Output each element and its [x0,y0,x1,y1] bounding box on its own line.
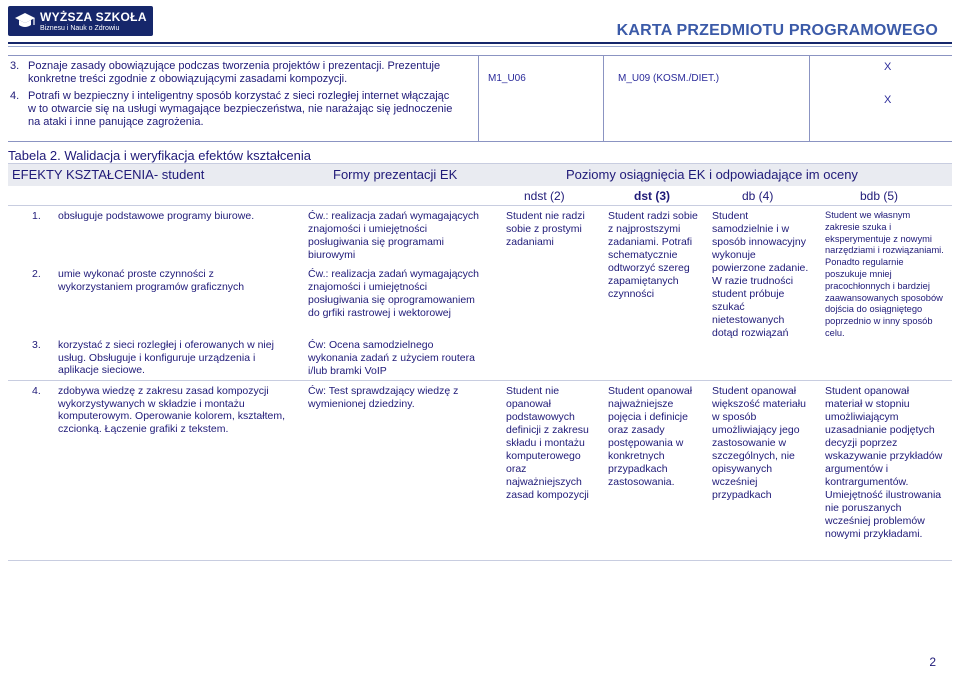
effect-number: 2. [32,268,41,280]
logo-name: WYŻSZA SZKOŁA [40,9,147,24]
grade-dst-b: Student opanował najważniejsze pojęcia i definicje oraz zasady postępowania w konkretnych przypadkach zastosowania. [608,385,693,488]
grade-ndst-b: Student nie opanował podstawowych definicji z zakresu składu i montażu komputerowego oraz najważniejszych zasad kompozycji [506,385,589,501]
effect-text: zdobywa wiedzę z zakresu zasad kompozycji wykorzystywanych w składzie i montażu komputerowym. Operowanie kolorem, kształtem, czcionką. Łączenie grafiki z tekstem. [58,385,285,435]
header-divider [8,42,952,44]
outcome-text: Potrafi w bezpieczny i inteligentny sposób korzystać z sieci rozległej internet włączając w to otwarcie się na usługi wymagające bezpieczeństwa, nie narażając się jednoczenie na ataki i inne panujące zagrożenia. [28,90,453,128]
page-number: 2 [929,655,936,669]
graduation-cap-icon [14,11,36,31]
level-ndst: ndst (2) [524,189,565,203]
effect-text: korzystać z sieci rozległej i oferowanych w niej usług. Obsługuje i konfiguruje urządzenia i aplikacje sieciowe. [58,339,274,376]
effect-row-4 [32,385,290,435]
outcome-mark-cell [810,56,952,141]
row-divider-2 [8,380,952,381]
logo-subtitle: Biznesu i Nauk o Zdrowiu [40,24,120,32]
level-dst: dst (3) [634,189,670,203]
effect-row-1 [32,210,288,223]
outcome-item-4 [10,90,458,129]
grade-ndst-a: Student nie radzi sobie z prostymi zadaniami [506,210,585,248]
effect-number: 1. [32,210,41,222]
logo [8,6,153,36]
effect-text: obsługuje podstawowe programy biurowe. [58,210,255,222]
grade-bdb-b: Student opanował materiał w stopniu umożliwiającym uzasadnianie podjętych decyzji poprzez wskazywanie przykładów argumentów i kontrargumentów. Umiejętność ilustrowania nie poruszanych wcześniej problemów nowymi przykładami. [825,385,943,540]
outcomes-table [8,55,952,142]
form-row-2: Ćw.: realizacja zadań wymagających znajomości i umiejętności posługiwania się oprogramowaniem do grfiki rastrowej i wektorowej [308,268,479,319]
effect-text: umie wykonać proste czynności z wykorzystaniem programów graficznych [58,268,245,293]
table-bottom-border [8,560,952,561]
table-caption: Tabela 2. Walidacja i weryfikacja efektów kształcenia [8,148,311,163]
effect-number: 3. [32,339,41,351]
form-row-1: Ćw.: realizacja zadań wymagających znajomości i umiejętności posługiwania się programami biurowymi [308,210,479,261]
mark-x-2: X [884,94,892,106]
effect-row-3 [32,339,294,377]
header-effects: EFEKTY KSZTAŁCENIA- student [12,167,205,182]
mark-x-1: X [884,61,892,73]
header-levels: Poziomy osiągnięcia EK i odpowiadające im oceny [566,167,858,182]
grade-db-a: Student samodzielnie i w sposób innowacyjny wykonuje powierzone zadanie. W razie trudności student próbuje szukać nietestowanych dotąd rozwiązań [712,210,809,339]
grade-bdb-a: Student we własnym zakresie szuka i eksperymentuje z nowymi narzędziami i rozwiązaniami. Ponadto regularnie poszukuje mniej pracochłonnych i bardziej zaawansowanych sposobów dojścia do osiągniętego poprzednio w inny sposób celu. [825,210,944,338]
form-row-4: Ćw: Test sprawdzający wiedzę z wymienionej dziedziny. [308,385,459,410]
outcome-text: Poznaje zasady obowiązujące podczas tworzenia projektów i prezentacji. Prezentuje konkretne treści zgodnie z obowiązującymi zasadami kompozycji. [28,60,441,85]
header-subdivider [8,46,952,47]
outcome-code: M1_U06 [488,73,526,84]
level-bdb: bdb (5) [860,189,899,203]
table-header [8,163,952,186]
effect-number: 4. [32,385,41,397]
outcome-number: 4. [10,90,20,102]
row-divider [8,205,952,206]
outcome-code-cell [478,56,604,141]
outcome-item-3 [10,60,458,86]
grade-dst-a: Student radzi sobie z najprostszymi zadaniami. Potrafi schematycznie odtworzyć szereg zapamiętanych czynności [608,210,698,300]
outcome-number: 3. [10,60,20,72]
grade-db-b: Student opanował większość materiału w sposób umożliwiający jego zastosowanie w szczególnych, nie opisywanych wcześniej przypadkach [712,385,806,501]
outcome-code-cell-2 [604,56,810,141]
document-title: KARTA PRZEDMIOTU PROGRAMOWEGO [616,22,938,39]
effect-row-2 [32,268,288,293]
level-db: db (4) [742,189,774,203]
outcome-code-2: M_U09 (KOSM./DIET.) [618,73,720,84]
form-row-3: Ćw: Ocena samodzielnego wykonania zadań z użyciem routera i/lub bramki VoIP [308,339,475,377]
header-forms: Formy prezentacji EK [333,167,458,182]
outcomes-text-cell [8,56,479,141]
